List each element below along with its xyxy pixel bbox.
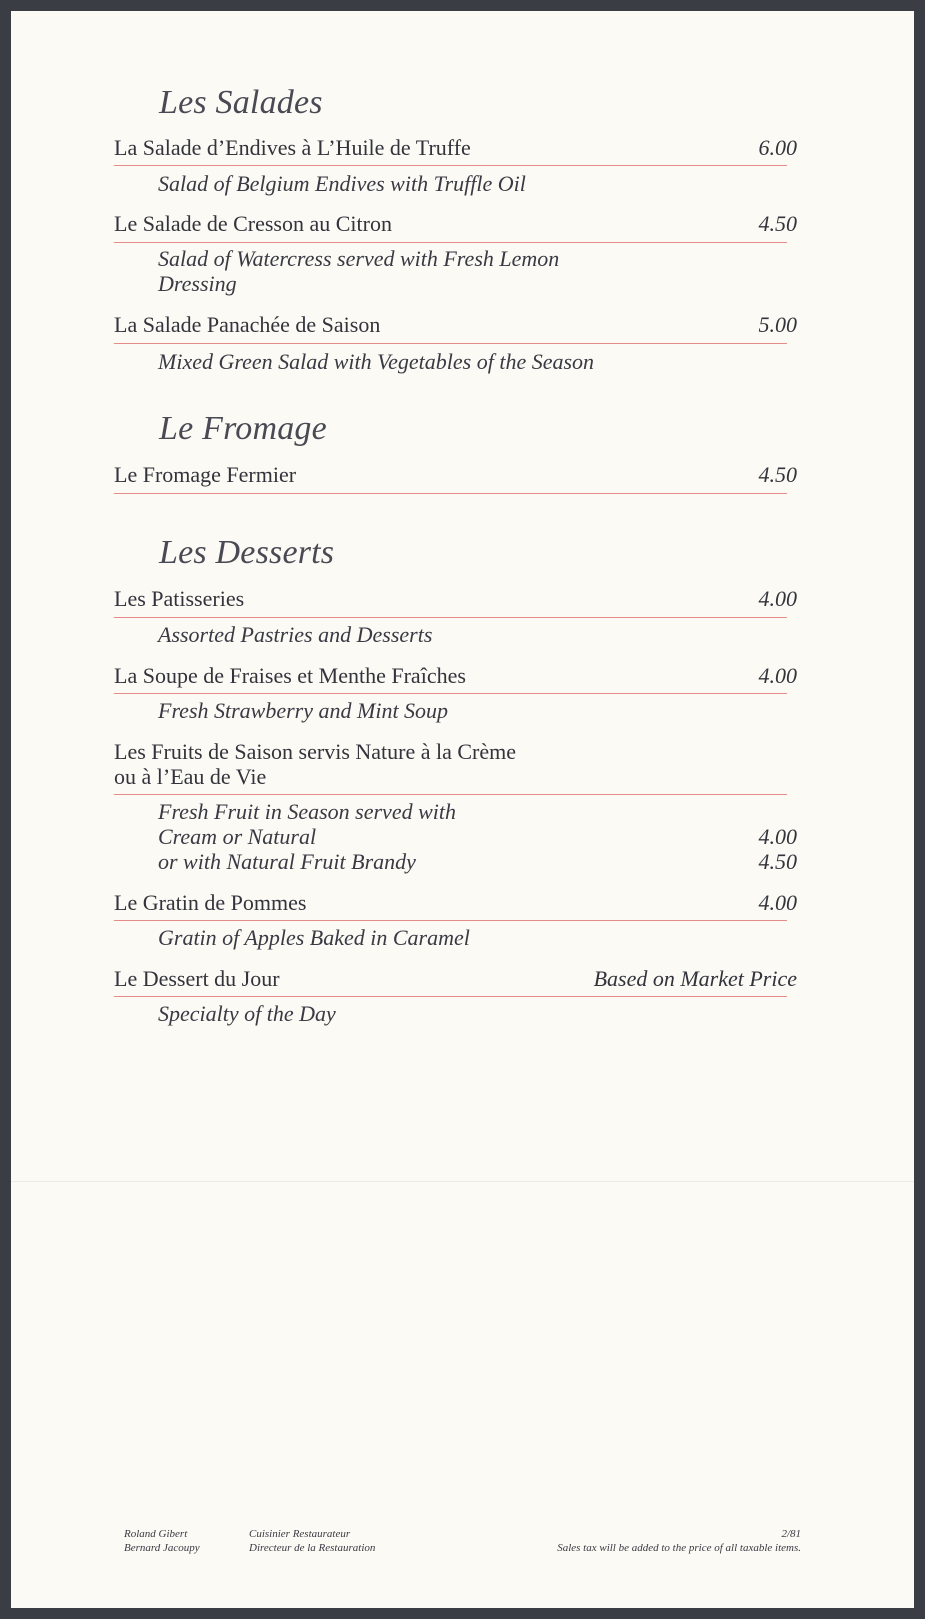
- menu-item-name: Les Fruits de Saison servis Nature à la Crème: [114, 739, 517, 764]
- menu-item-name: Le Dessert du Jour: [114, 966, 280, 991]
- footer-name: Roland Gibert: [124, 1528, 188, 1540]
- section-title-desserts: Les Desserts: [159, 534, 335, 571]
- menu-item-price: 4.50: [758, 211, 797, 236]
- menu-item-price: 4.50: [758, 849, 797, 874]
- menu-item-description: Specialty of the Day: [158, 1001, 336, 1026]
- footer-role: Directeur de la Restauration: [249, 1542, 376, 1554]
- footer-role: Cuisinier Restaurateur: [249, 1528, 351, 1540]
- divider-rule: [114, 617, 787, 618]
- menu-item-description: Salad of Belgium Endives with Truffle Oil: [158, 171, 526, 196]
- menu-item-name: La Soupe de Fraises et Menthe Fraîches: [114, 663, 466, 688]
- menu-item-name: La Salade Panachée de Saison: [114, 312, 381, 337]
- menu-item-name: La Salade d’Endives à L’Huile de Truffe: [114, 135, 471, 160]
- section-title-salades: Les Salades: [159, 84, 323, 121]
- menu-item-price: Based on Market Price: [593, 966, 797, 991]
- footer-name: Bernard Jacoupy: [124, 1542, 200, 1554]
- divider-rule: [114, 693, 787, 694]
- divider-rule: [114, 996, 787, 997]
- menu-item-description: Salad of Watercress served with Fresh Lemon: [158, 246, 560, 271]
- menu-item-price: 4.00: [758, 586, 797, 611]
- menu-item-name: Le Fromage Fermier: [114, 462, 297, 487]
- menu-item-price: 4.00: [758, 663, 797, 688]
- divider-rule: [114, 794, 787, 795]
- menu-item-price: 4.00: [758, 824, 797, 849]
- menu-item-description: Fresh Strawberry and Mint Soup: [158, 698, 449, 723]
- menu-item-description: Gratin of Apples Baked in Caramel: [158, 925, 470, 950]
- footer-tax-note: Sales tax will be added to the price of all taxable items.: [557, 1542, 801, 1554]
- menu-item-description: or with Natural Fruit Brandy: [158, 849, 416, 874]
- menu-item-description: Assorted Pastries and Desserts: [158, 622, 433, 647]
- menu-item-price: 5.00: [758, 312, 797, 337]
- fold-line: [11, 1181, 914, 1182]
- menu-item-price: 4.50: [758, 462, 797, 487]
- divider-rule: [114, 493, 787, 494]
- menu-item-name: Le Gratin de Pommes: [114, 890, 307, 915]
- menu-item-description: Mixed Green Salad with Vegetables of the Season: [158, 349, 595, 374]
- divider-rule: [114, 343, 787, 344]
- menu-item-price: 6.00: [758, 135, 797, 160]
- menu-item-price: 4.00: [758, 890, 797, 915]
- menu-item-name: Le Salade de Cresson au Citron: [114, 211, 392, 236]
- section-title-fromage: Le Fromage: [159, 410, 327, 447]
- menu-item-name: ou à l’Eau de Vie: [114, 764, 267, 789]
- menu-item-name: Les Patisseries: [114, 586, 245, 611]
- menu-item-description: Fresh Fruit in Season served with: [158, 799, 456, 824]
- divider-rule: [114, 242, 787, 243]
- menu-item-description: Cream or Natural: [158, 824, 317, 849]
- menu-item-description: Dressing: [158, 271, 237, 296]
- footer-date: 2/81: [781, 1528, 801, 1540]
- divider-rule: [114, 165, 787, 166]
- divider-rule: [114, 920, 787, 921]
